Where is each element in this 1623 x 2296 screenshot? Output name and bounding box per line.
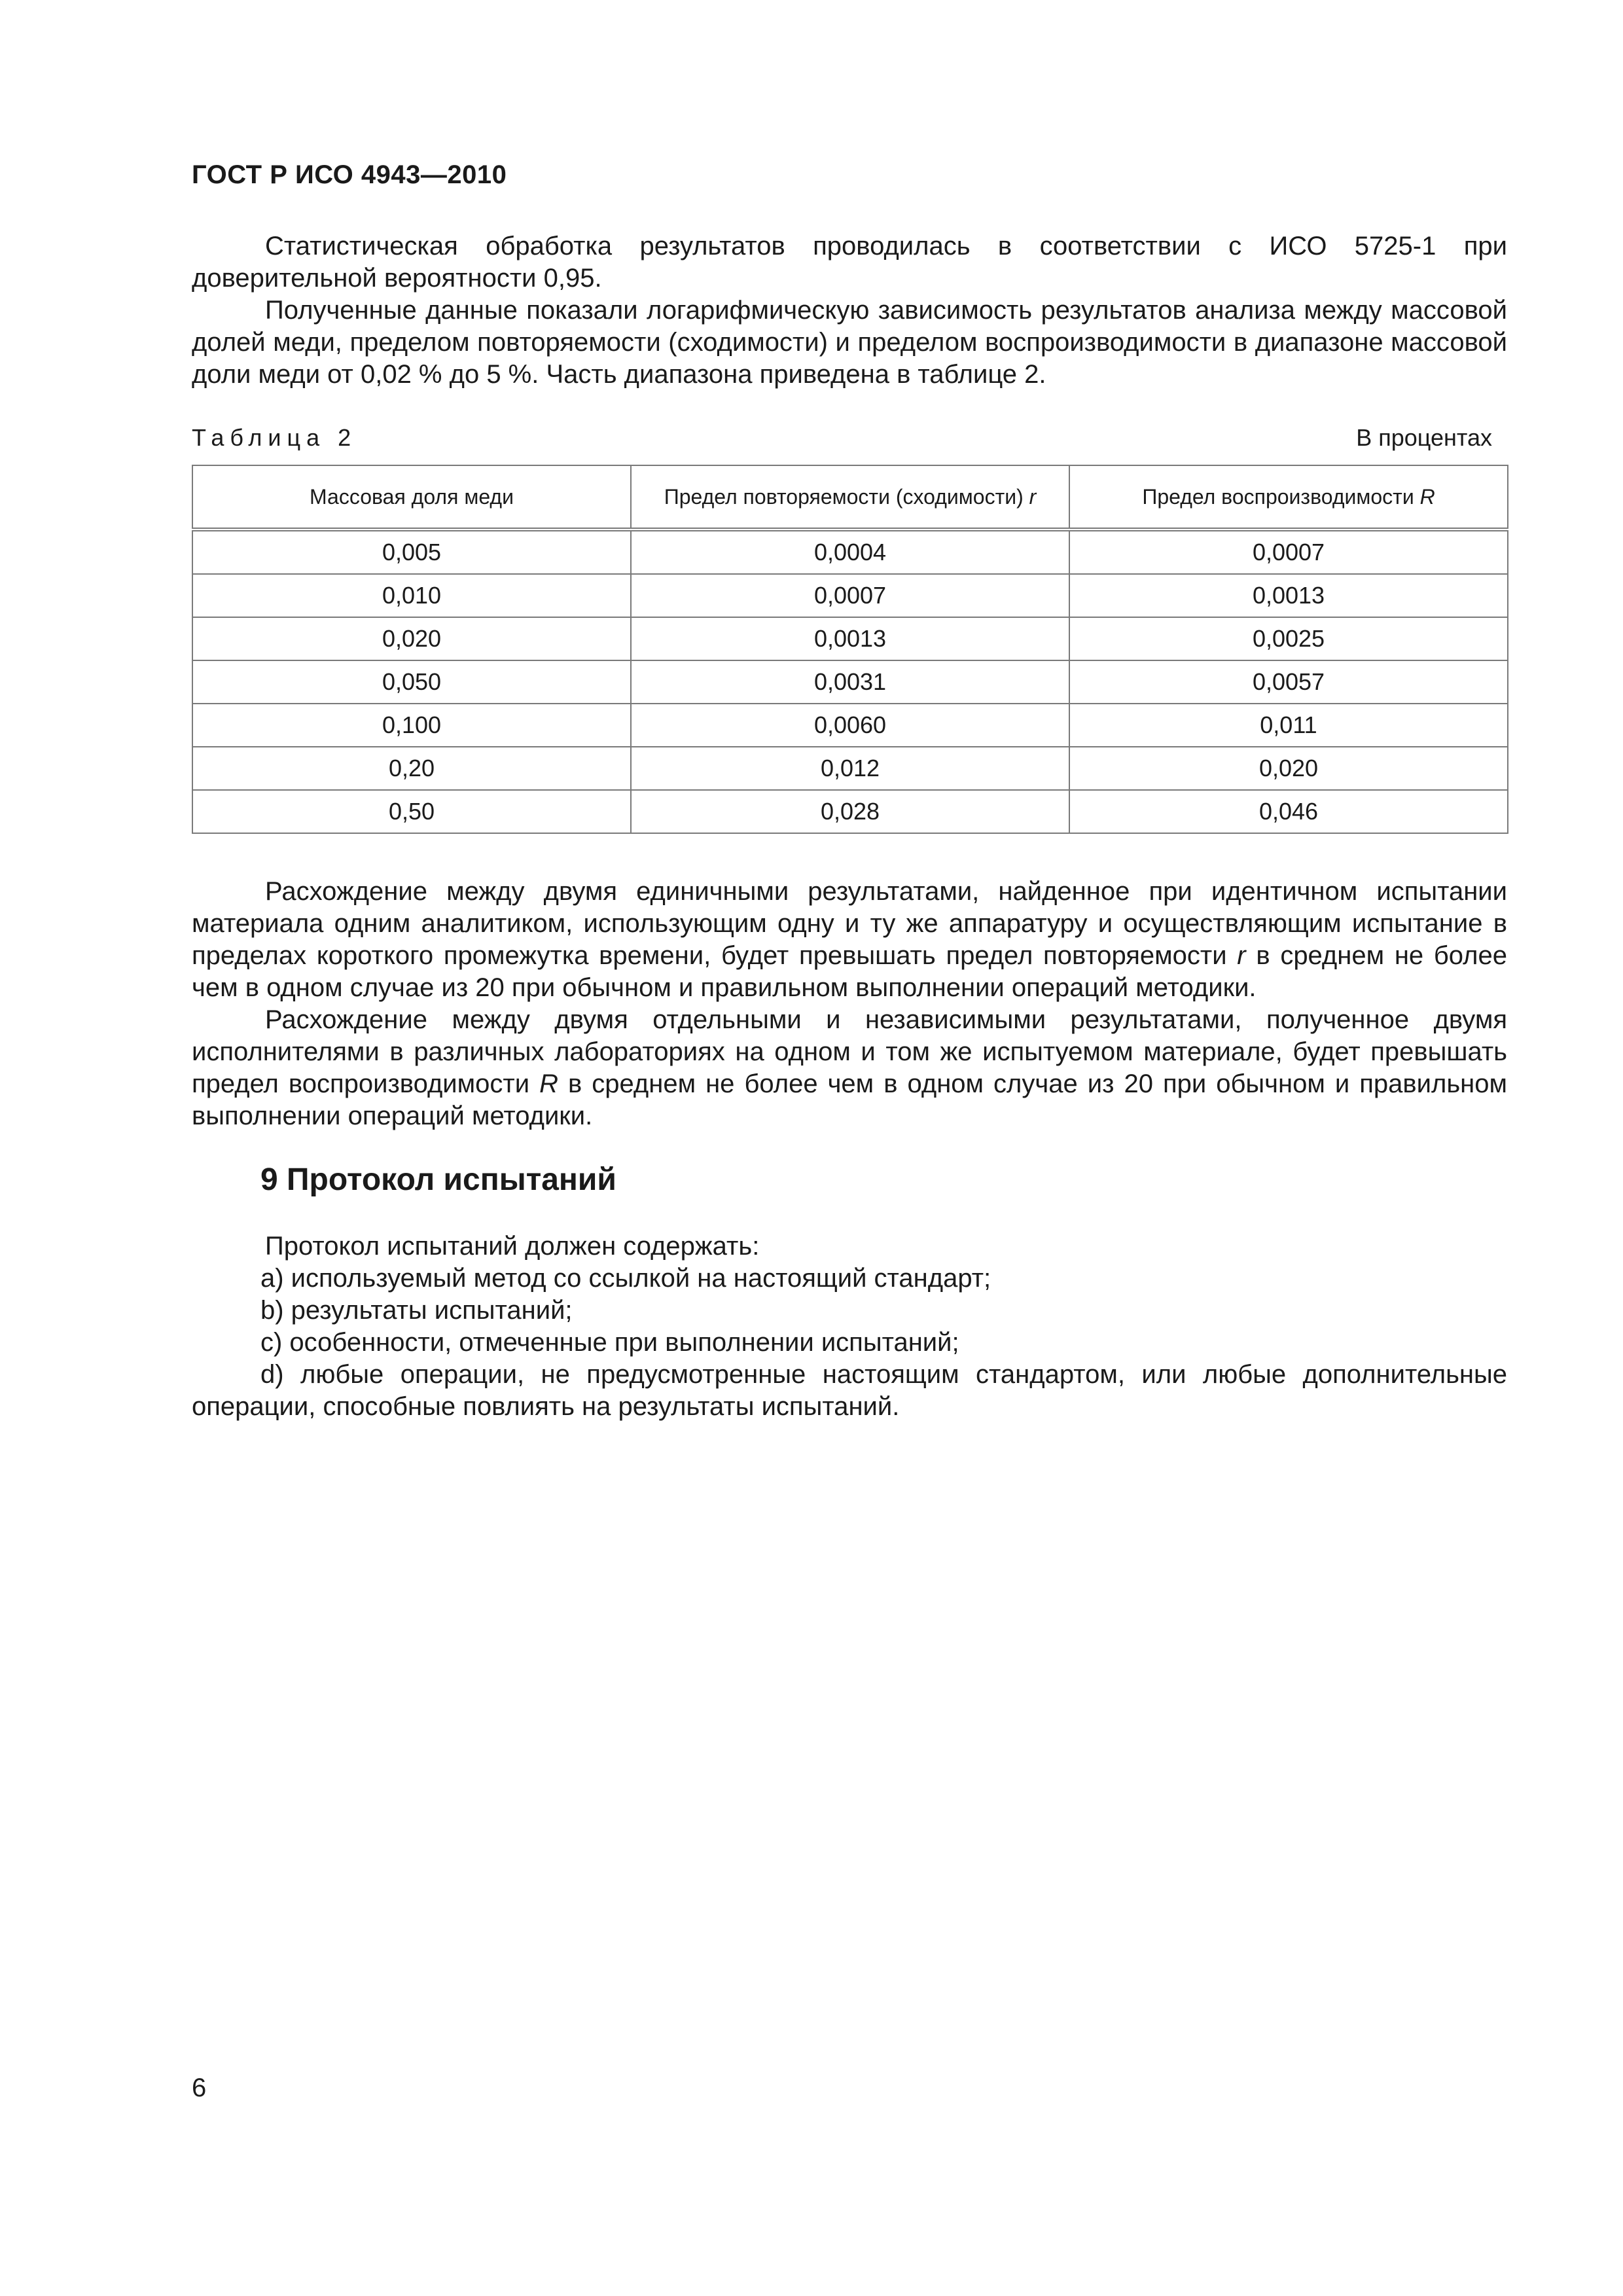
table-cell: 0,20 (192, 747, 631, 790)
table-row (192, 574, 1508, 617)
table-cell: 0,028 (631, 790, 1069, 833)
table-cell: 0,0004 (631, 529, 1069, 574)
paragraph-statistics: Статистическая обработка результатов проводилась в соответствии с ИСО 5725-1 при доверительной вероятности 0,95. (192, 232, 1507, 293)
table-cell: 0,0007 (631, 574, 1069, 617)
paragraph-repeatability-text-2: в среднем не более чем в одном случае из 20 при обычном и правильном выполнении операций методики. (192, 941, 1507, 1002)
page-number: 6 (192, 2073, 207, 2102)
repeatability-symbol: r (1237, 941, 1246, 970)
header-reproducibility-label: Предел воспроизводимости (1142, 484, 1420, 509)
table-row (192, 790, 1508, 833)
table-cell: 0,0013 (631, 617, 1069, 660)
list-item: c) особенности, отмеченные при выполнении испытаний; (260, 1328, 959, 1357)
table-row (192, 617, 1508, 660)
section-intro: Протокол испытаний должен содержать: (265, 1232, 760, 1261)
table-caption: Таблица 2 (192, 424, 357, 451)
table-row (192, 747, 1508, 790)
list-item: b) результаты испытаний; (260, 1296, 573, 1325)
table-cell: 0,010 (192, 574, 631, 617)
paragraph-reproducibility-text-1: Расхождение между двумя отдельными и независимыми результатами, полученное двумя исполнителями в различных лабораториях на одном и том же испытуемом материале, будет превышать предел воспроизводимости (192, 1005, 1507, 1098)
table-cell: 0,0025 (1069, 617, 1508, 660)
paragraph-reproducibility-text-2: в среднем не более чем в одном случае из 20 при обычном и правильном выполнении операций методики. (192, 1069, 1507, 1130)
data-table (192, 465, 1508, 834)
table-cell: 0,046 (1069, 790, 1508, 833)
table-row (192, 529, 1508, 574)
table-cell: 0,0060 (631, 704, 1069, 747)
header-mass-fraction (192, 465, 631, 529)
table-cell: 0,100 (192, 704, 631, 747)
header-mass-fraction-label: Массовая доля меди (310, 484, 514, 509)
document-code: ГОСТ Р ИСО 4943—2010 (192, 160, 507, 189)
table-cell: 0,020 (192, 617, 631, 660)
list-item: a) используемый метод со ссылкой на настоящий стандарт; (260, 1264, 991, 1293)
paragraph-reproducibility (192, 1004, 1507, 1132)
paragraph-repeatability-text-1: Расхождение между двумя единичными результатами, найденное при идентичном испытании материала одним аналитиком, использующим одну и ту же аппаратуру и осуществляющим испытание в пределах короткого промежутка времени, будет превышать предел повторяемости (192, 877, 1507, 970)
table-cell: 0,0007 (1069, 529, 1508, 574)
table-cell: 0,0057 (1069, 660, 1508, 704)
table-cell: 0,020 (1069, 747, 1508, 790)
list-item: d) любые операции, не предусмотренные настоящим стандартом, или любые дополнительные операции, способные повлиять на результаты испытаний. (192, 1360, 1507, 1421)
table-header-row (192, 465, 1508, 529)
table-cell: 0,011 (1069, 704, 1508, 747)
paragraph-repeatability (192, 876, 1507, 1004)
paragraph-results: Полученные данные показали логарифмическую зависимость результатов анализа между массовой долей меди, пределом повторяемости (сходимости) и пределом воспроизводимости в диапазоне массовой доли меди от 0,02 % до 5 %. Часть диапазона приведена в таблице 2. (192, 296, 1507, 389)
header-reproducibility (1069, 465, 1508, 529)
table-cell: 0,50 (192, 790, 631, 833)
table-cell: 0,012 (631, 747, 1069, 790)
table-row (192, 660, 1508, 704)
header-repeatability-label: Предел повторяемости (сходимости) (664, 484, 1029, 509)
table-cell: 0,050 (192, 660, 631, 704)
header-repeatability-symbol: r (1029, 484, 1037, 509)
table-unit-note: В процентах (1356, 424, 1492, 451)
header-repeatability (631, 465, 1069, 529)
table-cell: 0,0013 (1069, 574, 1508, 617)
reproducibility-symbol: R (539, 1069, 558, 1098)
table-cell: 0,005 (192, 529, 631, 574)
header-reproducibility-symbol: R (1419, 484, 1435, 509)
table-cell: 0,0031 (631, 660, 1069, 704)
table-row (192, 704, 1508, 747)
section-heading: 9 Протокол испытаний (260, 1162, 616, 1197)
